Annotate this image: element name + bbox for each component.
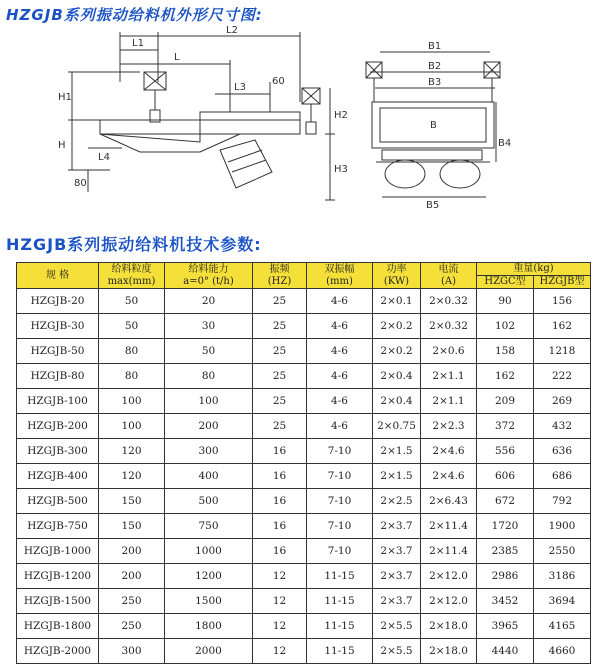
header-power: [373, 263, 421, 289]
cell-current: 2×0.32: [421, 289, 477, 314]
dim-H1: H1: [58, 92, 72, 103]
cell-weight-gjb: 1218: [534, 339, 591, 364]
cell-weight-gc: 3452: [477, 589, 534, 614]
cell-weight-gjb: 222: [534, 364, 591, 389]
cell-capacity: 500: [165, 489, 253, 514]
cell-weight-gc: 158: [477, 339, 534, 364]
cell-frequency: 16: [253, 439, 307, 464]
cell-weight-gjb: 3186: [534, 564, 591, 589]
cell-power: 2×0.2: [373, 314, 421, 339]
table-row: [17, 514, 591, 539]
header-power-line1: 功率: [386, 263, 407, 275]
header-amplitude: [307, 263, 373, 289]
cell-weight-gjb: 686: [534, 464, 591, 489]
cell-frequency: 25: [253, 414, 307, 439]
cell-power: 2×1.5: [373, 439, 421, 464]
cell-power: 2×5.5: [373, 639, 421, 664]
cell-amplitude: 4-6: [307, 389, 373, 414]
cell-weight-gc: 1720: [477, 514, 534, 539]
cell-amplitude: 4-6: [307, 364, 373, 389]
cell-weight-gc: 606: [477, 464, 534, 489]
cell-amplitude: 7-10: [307, 514, 373, 539]
cell-feed-size: 250: [99, 589, 165, 614]
cell-amplitude: 7-10: [307, 439, 373, 464]
header-power-line2: (KW): [383, 275, 410, 287]
cell-feed-size: 80: [99, 364, 165, 389]
table-row: [17, 414, 591, 439]
cell-capacity: 1800: [165, 614, 253, 639]
header-feed-size: [99, 263, 165, 289]
params-table-title: HZGJB系列振动给料机技术参数:: [6, 235, 262, 254]
cell-weight-gc: 209: [477, 389, 534, 414]
cell-model: HZGJB-500: [17, 489, 99, 514]
cell-weight-gc: 2986: [477, 564, 534, 589]
cell-capacity: 750: [165, 514, 253, 539]
cell-weight-gc: 3965: [477, 614, 534, 639]
table-row: [17, 539, 591, 564]
cell-frequency: 12: [253, 564, 307, 589]
dim-B4: B4: [498, 138, 512, 149]
cell-power: 2×3.7: [373, 564, 421, 589]
dimension-drawing-title: HZGJB系列振动给料机外形尺寸图:: [6, 6, 263, 24]
header-feed-size-line1: 给料粒度: [111, 263, 152, 275]
cell-weight-gjb: 4660: [534, 639, 591, 664]
cell-frequency: 25: [253, 364, 307, 389]
dimension-drawing: [0, 22, 600, 227]
cell-amplitude: 4-6: [307, 314, 373, 339]
dim-B5: B5: [426, 200, 440, 211]
header-model: 规 格: [17, 263, 99, 289]
cell-current: 2×18.0: [421, 639, 477, 664]
cell-current: 2×18.0: [421, 614, 477, 639]
cell-capacity: 300: [165, 439, 253, 464]
table-row: [17, 489, 591, 514]
cell-weight-gjb: 3694: [534, 589, 591, 614]
header-capacity: [165, 263, 253, 289]
cell-weight-gc: 90: [477, 289, 534, 314]
cell-frequency: 16: [253, 539, 307, 564]
cell-power: 2×1.5: [373, 464, 421, 489]
cell-amplitude: 7-10: [307, 464, 373, 489]
header-frequency: [253, 263, 307, 289]
cell-current: 2×1.1: [421, 364, 477, 389]
cell-power: 2×0.2: [373, 339, 421, 364]
cell-model: HZGJB-30: [17, 314, 99, 339]
dim-60: 60: [272, 76, 285, 87]
table-row: [17, 314, 591, 339]
cell-capacity: 1500: [165, 589, 253, 614]
cell-weight-gc: 162: [477, 364, 534, 389]
cell-amplitude: 11-15: [307, 639, 373, 664]
table-row: [17, 289, 591, 314]
cell-power: 2×0.4: [373, 364, 421, 389]
cell-power: 2×0.1: [373, 289, 421, 314]
params-table-body: [17, 289, 591, 664]
cell-weight-gjb: 156: [534, 289, 591, 314]
cell-frequency: 25: [253, 339, 307, 364]
header-feed-size-line2: max(mm): [107, 275, 156, 287]
cell-model: HZGJB-80: [17, 364, 99, 389]
cell-amplitude: 11-15: [307, 564, 373, 589]
dim-L1: L1: [132, 38, 144, 49]
cell-weight-gjb: 432: [534, 414, 591, 439]
cell-model: HZGJB-1800: [17, 614, 99, 639]
dim-L3: L3: [234, 82, 246, 93]
cell-amplitude: 11-15: [307, 589, 373, 614]
cell-current: 2×12.0: [421, 564, 477, 589]
header-current-line2: (A): [440, 275, 457, 287]
dim-80: 80: [74, 178, 87, 189]
dim-H: H: [58, 140, 66, 151]
cell-frequency: 16: [253, 514, 307, 539]
cell-frequency: 25: [253, 314, 307, 339]
header-amplitude-line2: (mm): [326, 275, 353, 287]
cell-feed-size: 150: [99, 514, 165, 539]
cell-amplitude: 4-6: [307, 339, 373, 364]
cell-weight-gc: 372: [477, 414, 534, 439]
cell-feed-size: 120: [99, 464, 165, 489]
cell-feed-size: 50: [99, 289, 165, 314]
header-capacity-line1: 给料能力: [188, 263, 229, 275]
table-row: [17, 389, 591, 414]
header-capacity-line2: a=0° (t/h): [183, 275, 234, 287]
cell-weight-gjb: 4165: [534, 614, 591, 639]
cell-frequency: 16: [253, 489, 307, 514]
cell-weight-gc: 556: [477, 439, 534, 464]
header-weight-gc: HZGC型: [477, 276, 534, 289]
cell-weight-gjb: 162: [534, 314, 591, 339]
cell-power: 2×3.7: [373, 514, 421, 539]
dim-B1: B1: [428, 41, 442, 52]
cell-feed-size: 200: [99, 539, 165, 564]
cell-feed-size: 100: [99, 389, 165, 414]
cell-feed-size: 50: [99, 314, 165, 339]
cell-amplitude: 4-6: [307, 414, 373, 439]
cell-feed-size: 100: [99, 414, 165, 439]
cell-amplitude: 11-15: [307, 614, 373, 639]
cell-weight-gjb: 1900: [534, 514, 591, 539]
cell-capacity: 100: [165, 389, 253, 414]
dim-B2: B2: [428, 61, 442, 72]
cell-power: 2×5.5: [373, 614, 421, 639]
cell-power: 2×0.75: [373, 414, 421, 439]
dim-L2: L2: [226, 25, 238, 36]
cell-weight-gjb: 636: [534, 439, 591, 464]
cell-frequency: 25: [253, 389, 307, 414]
cell-amplitude: 7-10: [307, 539, 373, 564]
cell-feed-size: 300: [99, 639, 165, 664]
cell-weight-gc: 102: [477, 314, 534, 339]
dim-H3: H3: [334, 164, 348, 175]
cell-weight-gjb: 269: [534, 389, 591, 414]
cell-current: 2×1.1: [421, 389, 477, 414]
cell-power: 2×0.4: [373, 389, 421, 414]
cell-current: 2×4.6: [421, 464, 477, 489]
params-table: [16, 262, 591, 664]
cell-weight-gc: 672: [477, 489, 534, 514]
cell-current: 2×11.4: [421, 514, 477, 539]
cell-weight-gc: 2385: [477, 539, 534, 564]
cell-model: HZGJB-2000: [17, 639, 99, 664]
cell-model: HZGJB-200: [17, 414, 99, 439]
cell-power: 2×3.7: [373, 589, 421, 614]
cell-power: 2×2.5: [373, 489, 421, 514]
cell-amplitude: 4-6: [307, 289, 373, 314]
cell-current: 2×0.32: [421, 314, 477, 339]
cell-frequency: 12: [253, 589, 307, 614]
table-row: [17, 464, 591, 489]
cell-frequency: 16: [253, 464, 307, 489]
cell-capacity: 50: [165, 339, 253, 364]
cell-feed-size: 120: [99, 439, 165, 464]
cell-current: 2×0.6: [421, 339, 477, 364]
table-row: [17, 614, 591, 639]
cell-feed-size: 80: [99, 339, 165, 364]
header-current-line1: 电流: [438, 263, 459, 275]
dim-L4: L4: [98, 152, 110, 163]
dim-H2: H2: [334, 110, 348, 121]
header-weight: 重量(kg): [477, 263, 591, 276]
header-amplitude-line1: 双振幅: [324, 263, 355, 275]
header-frequency-line1: 振频: [269, 263, 290, 275]
cell-frequency: 12: [253, 614, 307, 639]
table-row: [17, 364, 591, 389]
cell-capacity: 400: [165, 464, 253, 489]
cell-current: 2×12.0: [421, 589, 477, 614]
header-current: [421, 263, 477, 289]
cell-model: HZGJB-100: [17, 389, 99, 414]
table-row: [17, 339, 591, 364]
dim-B: B: [430, 120, 437, 131]
cell-amplitude: 7-10: [307, 489, 373, 514]
cell-model: HZGJB-20: [17, 289, 99, 314]
dim-B3: B3: [428, 77, 442, 88]
cell-weight-gc: 4440: [477, 639, 534, 664]
cell-frequency: 25: [253, 289, 307, 314]
cell-capacity: 2000: [165, 639, 253, 664]
cell-current: 2×2.3: [421, 414, 477, 439]
cell-capacity: 1200: [165, 564, 253, 589]
cell-model: HZGJB-1000: [17, 539, 99, 564]
cell-current: 2×11.4: [421, 539, 477, 564]
dim-L: L: [174, 52, 180, 63]
cell-power: 2×3.7: [373, 539, 421, 564]
header-frequency-line2: (HZ): [267, 275, 292, 287]
cell-frequency: 12: [253, 639, 307, 664]
cell-capacity: 1000: [165, 539, 253, 564]
cell-weight-gjb: 792: [534, 489, 591, 514]
cell-feed-size: 150: [99, 489, 165, 514]
cell-feed-size: 250: [99, 614, 165, 639]
header-weight-gjb: HZGJB型: [534, 276, 591, 289]
table-row: [17, 439, 591, 464]
cell-capacity: 80: [165, 364, 253, 389]
cell-model: HZGJB-400: [17, 464, 99, 489]
cell-model: HZGJB-50: [17, 339, 99, 364]
cell-capacity: 200: [165, 414, 253, 439]
cell-model: HZGJB-1500: [17, 589, 99, 614]
cell-feed-size: 200: [99, 564, 165, 589]
cell-model: HZGJB-300: [17, 439, 99, 464]
table-row: [17, 639, 591, 664]
cell-model: HZGJB-1200: [17, 564, 99, 589]
cell-weight-gjb: 2550: [534, 539, 591, 564]
cell-capacity: 20: [165, 289, 253, 314]
table-row: [17, 589, 591, 614]
cell-current: 2×6.43: [421, 489, 477, 514]
cell-current: 2×4.6: [421, 439, 477, 464]
cell-capacity: 30: [165, 314, 253, 339]
cell-model: HZGJB-750: [17, 514, 99, 539]
table-row: [17, 564, 591, 589]
